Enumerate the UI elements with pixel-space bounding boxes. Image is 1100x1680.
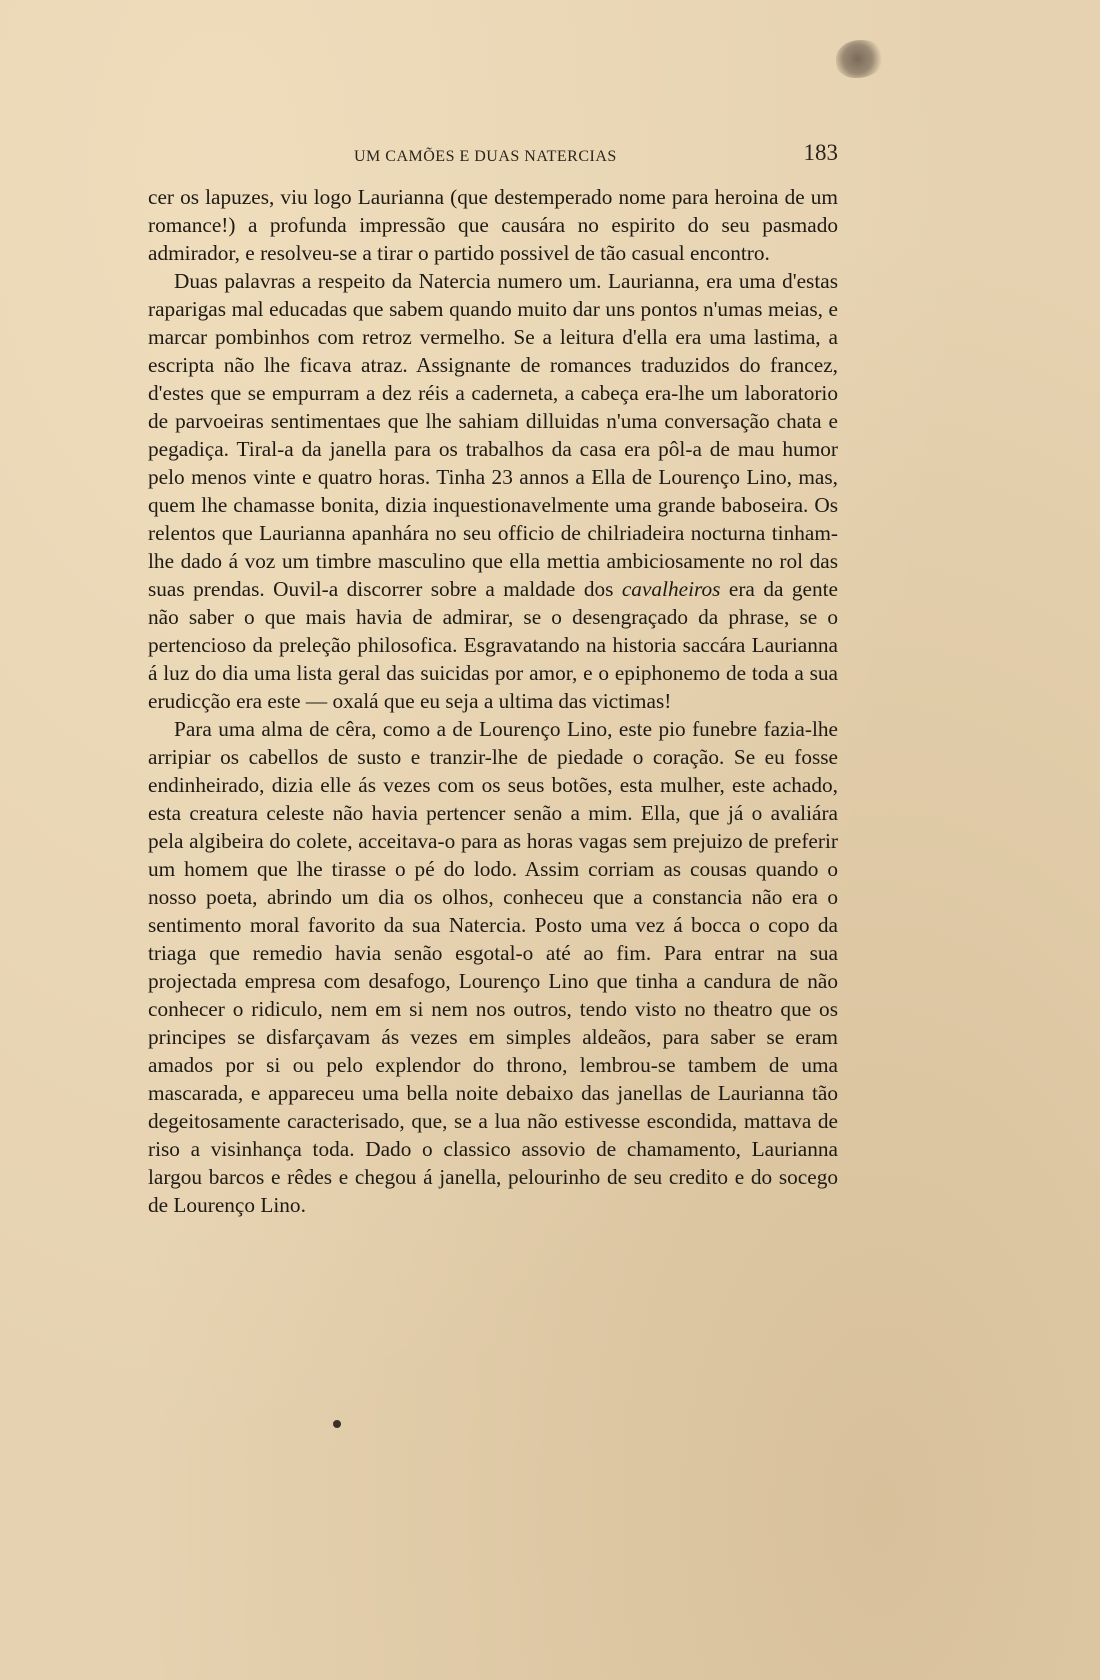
paragraph-2 — [148, 267, 838, 715]
paragraph-3: Para uma alma de cêra, como a de Lourenço Lino, este pio funebre fazia-lhe arripiar os cabellos de susto e tranzir-lhe de piedade o coração. Se eu fosse endinheirado, dizia elle ás vezes com os seus botões, esta mulher, este achado, esta creatura celeste não havia pertencer senão a mim. Ella, que já o avaliára pela algibeira do colete, acceitava-o para as horas vagas sem prejuizo de preferir um homem que lhe tirasse o pé do lodo. Assim corriam as cousas quando o nosso poeta, abrindo um dia os olhos, conheceu que a constancia não era o sentimento moral favorito da sua Natercia. Posto uma vez á bocca o copo da triaga que remedio havia senão esgotal-o até ao fim. Para entrar na sua projectada empresa com desafogo, Lourenço Lino que tinha a candura de não conhecer o ridiculo, nem em si nem nos outros, tendo visto no theatro que os principes se disfarçavam ás vezes em simples aldeãos, para saber se eram amados por si ou pelo explendor do throno, lembrou-se tambem de uma mascarada, e appareceu uma bella noite debaixo das janellas de Laurianna tão degeitosamente caracterisado, que, se a lua não estivesse escondida, mattava de riso a visinhança toda. Dado o classico assovio de chamamento, Laurianna largou barcos e rêdes e chegou á janella, pelourinho de seu credito e do socego de Lourenço Lino. — [148, 717, 838, 1217]
paper-stain — [836, 40, 884, 78]
running-title: UM CAMÕES E DUAS NATERCIAS — [354, 148, 617, 165]
page-number: 183 — [803, 140, 838, 165]
paragraph-1: cer os lapuzes, viu logo Laurianna (que destemperado nome para heroina de um romance!) a profunda impressão que causára no espirito do seu pasmado admirador, e resolveu-se a tirar o partido possivel de tão casual encontro. — [148, 185, 838, 265]
body-text — [148, 183, 838, 1219]
page-header — [148, 140, 838, 176]
paragraph-2-lead: Duas palavras a respeito da Natercia numero um. Laurianna, era uma d'estas raparigas mal educadas que sabem quando muito dar uns pontos n'umas meias, e marcar pombinhos com retroz vermelho. Se a leitura d'ella era uma lastima, a escripta não lhe ficava atraz. Assignante de romances traduzidos do francez, d'estes que se empurram a dez réis a caderneta, a cabeça era-lhe um laboratorio de parvoeiras sentimentaes que lhe sahiam dilluidas n'uma conversação chata e pegadiça. Tiral-a da janella para os trabalhos da casa era pôl-a de mau humor pelo menos vinte e quatro horas. Tinha 23 annos a Ella de Lourenço Lino, mas, quem lhe chamasse bonita, dizia inquestionavelmente uma grande baboseira. Os relentos que Laurianna apanhára no seu officio de chilriadeira nocturna tinham-lhe dado á voz um timbre masculino que ella mettia ambiciosamente no rol das suas prendas. Ouvil-a discorrer sobre a maldade dos — [148, 269, 838, 601]
end-ornament — [333, 1420, 341, 1428]
italic-term: cavalheiros — [621, 577, 721, 601]
paragraph-2-tail: era da gente não saber o que mais havia de admirar, se o desengraçado da phrase, se o pertencioso da preleção philosofica. Esgravatando na historia saccára Laurianna á luz do dia uma lista geral das suicidas por amor, e o epiphonemo de toda a sua erudicção era este — oxalá que eu seja a ultima das victimas! — [148, 577, 838, 713]
